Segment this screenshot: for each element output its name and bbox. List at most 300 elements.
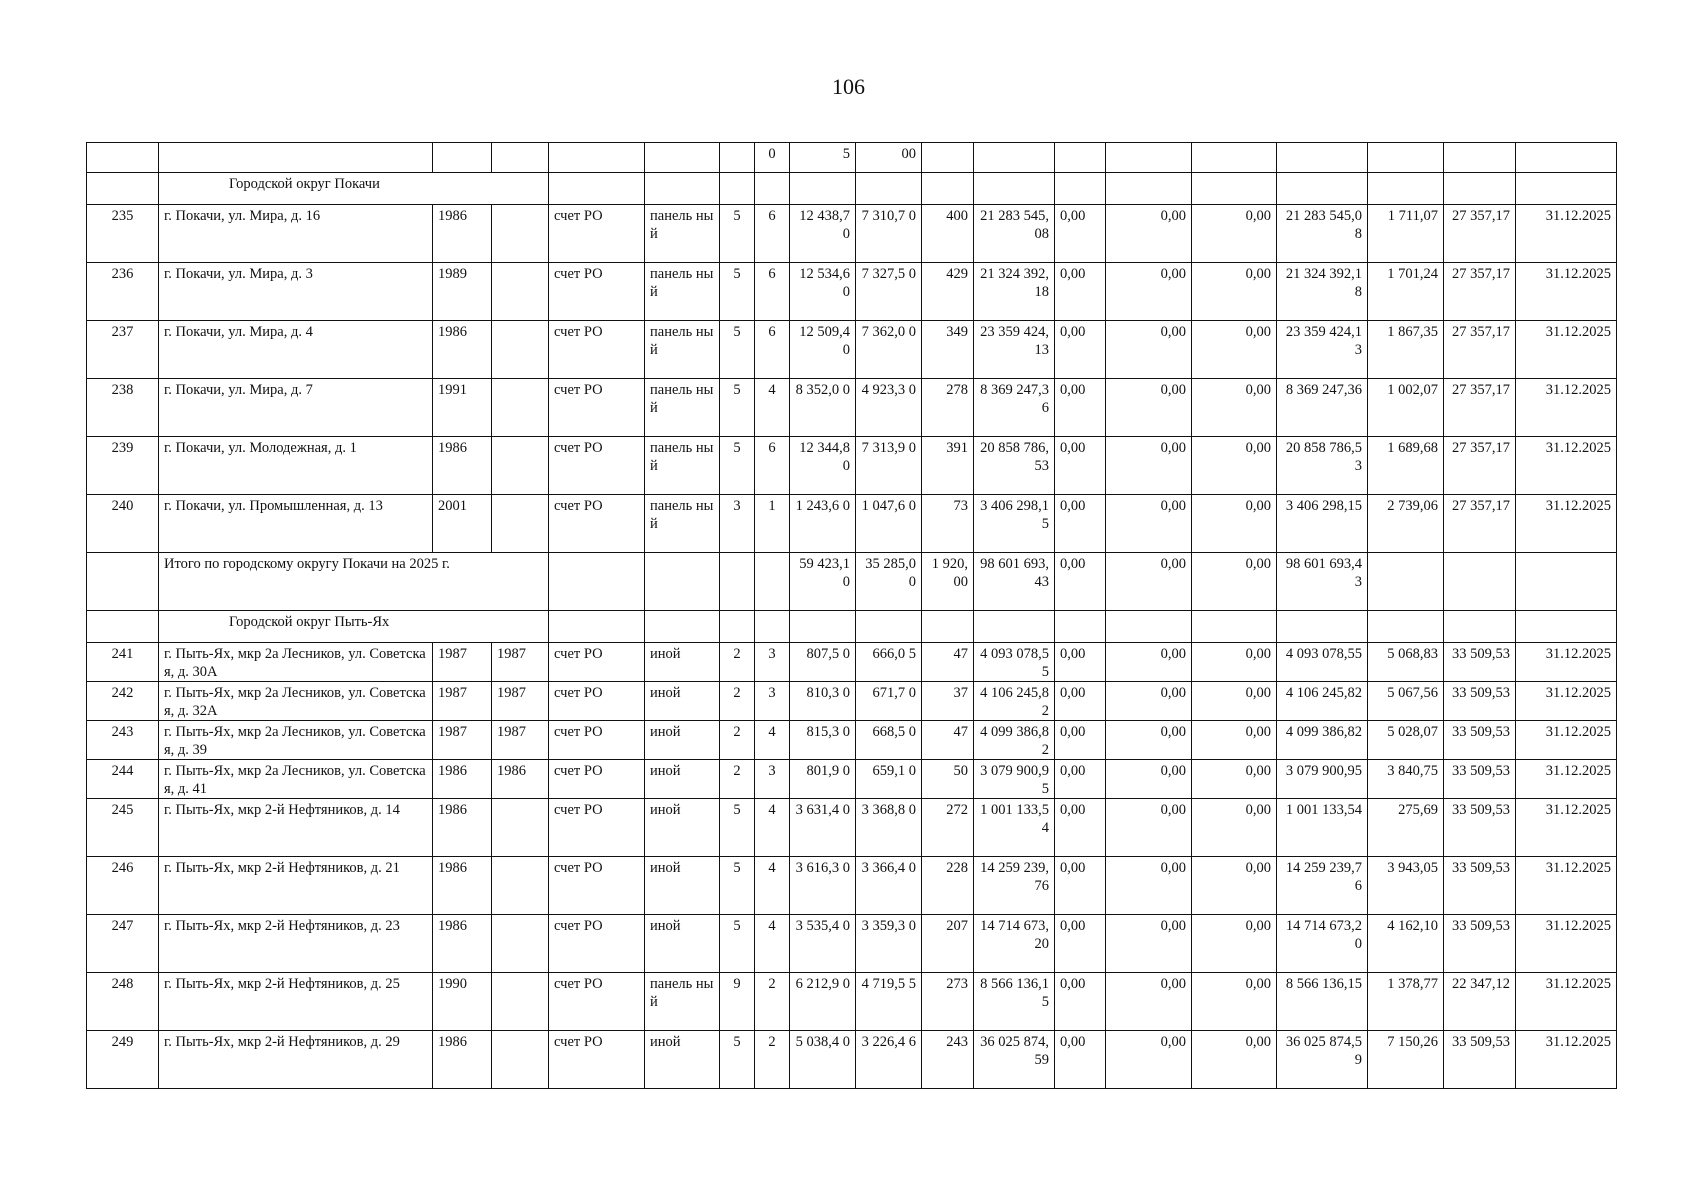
cell-entrances: 4 — [755, 857, 790, 915]
cell-fund-owners: 4 099 386,82 — [1277, 721, 1368, 760]
section-header-blank — [856, 611, 922, 643]
section-header-blank — [1368, 173, 1444, 205]
section-header-blank — [645, 173, 720, 205]
cell-deadline: 31.12.2025 — [1516, 379, 1617, 437]
cell-year-built: 1991 — [433, 379, 492, 437]
cell-fund-owners: 14 259 239,76 — [1277, 857, 1368, 915]
capital-repair-register-table — [86, 142, 1617, 1089]
cell-fund: счет РО — [549, 643, 645, 682]
section-header-blank — [1444, 173, 1516, 205]
cell-year-recon: 1987 — [492, 721, 549, 760]
section-title: Городской округ Пыть-Ях — [159, 611, 549, 643]
cell-area-total: 12 534,6 0 — [790, 263, 856, 321]
cell-deadline: 31.12.2025 — [1516, 263, 1617, 321]
total-blank — [1444, 553, 1516, 611]
cell-year-recon — [492, 321, 549, 379]
cell-wall: иной — [645, 1031, 720, 1089]
cell-fund: счет РО — [549, 857, 645, 915]
cell-floors: 5 — [720, 799, 755, 857]
cell-address: г. Пыть-Ях, мкр 2-й Нефтяников, д. 14 — [159, 799, 433, 857]
cell-fund-regional: 0,00 — [1106, 495, 1192, 553]
cell-no: 236 — [87, 263, 159, 321]
cell-deadline: 31.12.2025 — [1516, 1031, 1617, 1089]
section-header-blank — [720, 173, 755, 205]
cell-address: г. Пыть-Ях, мкр 2а Лесников, ул. Советская, д. 30А — [159, 643, 433, 682]
table-row — [87, 1031, 1617, 1089]
section-header-blank — [974, 173, 1055, 205]
cell-no: 240 — [87, 495, 159, 553]
table-row — [87, 682, 1617, 721]
cell-cost-total: 8 566 136,15 — [974, 973, 1055, 1031]
cell-fund-federal: 0,00 — [1055, 643, 1106, 682]
total-blank — [1368, 553, 1444, 611]
cell-fund-owners: 14 714 673,20 — [1277, 915, 1368, 973]
cell-floors: 5 — [720, 205, 755, 263]
cell-fund-owners: 1 001 133,54 — [1277, 799, 1368, 857]
table-cell: 0 — [755, 143, 790, 173]
cell-fund-local: 0,00 — [1192, 495, 1277, 553]
cell-fund-local: 0,00 — [1192, 205, 1277, 263]
table-cell — [1444, 143, 1516, 173]
section-header-blank — [1192, 173, 1277, 205]
cell-fund: счет РО — [549, 437, 645, 495]
cell-year-recon — [492, 973, 549, 1031]
cell-limit-cost: 33 509,53 — [1444, 1031, 1516, 1089]
cell-cost-total: 3 406 298,15 — [974, 495, 1055, 553]
cell-residents: 73 — [922, 495, 974, 553]
cell-area-living: 4 719,5 5 — [856, 973, 922, 1031]
cell-no: 242 — [87, 682, 159, 721]
cell-residents: 272 — [922, 799, 974, 857]
cell-fund: счет РО — [549, 379, 645, 437]
cell-limit-cost: 27 357,17 — [1444, 321, 1516, 379]
cell-deadline: 31.12.2025 — [1516, 973, 1617, 1031]
cell-floors: 9 — [720, 973, 755, 1031]
cell-fund-regional: 0,00 — [1106, 643, 1192, 682]
cell-cost-total: 21 283 545,08 — [974, 205, 1055, 263]
cell-floors: 5 — [720, 263, 755, 321]
cell-floors: 5 — [720, 915, 755, 973]
cell-fund-owners: 20 858 786,53 — [1277, 437, 1368, 495]
cell-fund-federal: 0,00 — [1055, 799, 1106, 857]
cell-no: 235 — [87, 205, 159, 263]
cell-area-living: 3 359,3 0 — [856, 915, 922, 973]
cell-fund: счет РО — [549, 205, 645, 263]
cell-fund-federal: 0,00 — [1055, 682, 1106, 721]
cell-floors: 2 — [720, 643, 755, 682]
section-header-blank — [755, 611, 790, 643]
cell-residents: 47 — [922, 721, 974, 760]
cell-no: 247 — [87, 915, 159, 973]
cell-fund-regional: 0,00 — [1106, 973, 1192, 1031]
cell-wall: иной — [645, 760, 720, 799]
cell-limit-cost: 27 357,17 — [1444, 495, 1516, 553]
cell-deadline: 31.12.2025 — [1516, 799, 1617, 857]
cell-wall: панель ный — [645, 437, 720, 495]
cell-entrances: 2 — [755, 1031, 790, 1089]
cell-area-living: 666,0 5 — [856, 643, 922, 682]
section-header-blank — [1192, 611, 1277, 643]
cell-residents: 207 — [922, 915, 974, 973]
cell-fund-local: 0,00 — [1192, 760, 1277, 799]
table-cell — [1516, 143, 1617, 173]
table-cell — [922, 143, 974, 173]
cell-wall: панель ный — [645, 205, 720, 263]
cell-area-living: 7 362,0 0 — [856, 321, 922, 379]
cell-year-built: 1986 — [433, 205, 492, 263]
cell-fund-local: 0,00 — [1192, 721, 1277, 760]
cell-year-built: 2001 — [433, 495, 492, 553]
cell-fund-federal: 0,00 — [1055, 973, 1106, 1031]
cell-fund-owners: 21 283 545,08 — [1277, 205, 1368, 263]
cell-year-recon — [492, 437, 549, 495]
total-blank — [87, 553, 159, 611]
table-cell — [1192, 143, 1277, 173]
cell-no: 239 — [87, 437, 159, 495]
cell-year-built: 1987 — [433, 721, 492, 760]
cell-fund: счет РО — [549, 495, 645, 553]
cell-cost-total: 4 106 245,82 — [974, 682, 1055, 721]
cell-year-recon — [492, 799, 549, 857]
cell-wall: панель ный — [645, 263, 720, 321]
cell-limit-cost: 33 509,53 — [1444, 799, 1516, 857]
cell-floors: 2 — [720, 760, 755, 799]
cell-fund-regional: 0,00 — [1106, 682, 1192, 721]
cell-unit-cost: 5 028,07 — [1368, 721, 1444, 760]
cell-unit-cost: 5 068,83 — [1368, 643, 1444, 682]
table-row — [87, 643, 1617, 682]
cell-year-built: 1986 — [433, 1031, 492, 1089]
total-blank — [645, 553, 720, 611]
section-header-blank — [790, 173, 856, 205]
total-blank — [720, 553, 755, 611]
cell-fund: счет РО — [549, 973, 645, 1031]
table-row — [87, 760, 1617, 799]
cell-unit-cost: 1 711,07 — [1368, 205, 1444, 263]
cell-deadline: 31.12.2025 — [1516, 643, 1617, 682]
cell-area-total: 12 509,4 0 — [790, 321, 856, 379]
cell-fund: счет РО — [549, 915, 645, 973]
cell-area-living: 7 310,7 0 — [856, 205, 922, 263]
section-header-blank — [922, 173, 974, 205]
cell-wall: иной — [645, 799, 720, 857]
cell-wall: иной — [645, 682, 720, 721]
cell-area-total: 5 038,4 0 — [790, 1031, 856, 1089]
section-header-blank — [974, 611, 1055, 643]
table-cell — [1106, 143, 1192, 173]
cell-year-recon — [492, 915, 549, 973]
cell-entrances: 1 — [755, 495, 790, 553]
cell-cost-total: 14 259 239,76 — [974, 857, 1055, 915]
table-row — [87, 915, 1617, 973]
total-blank — [755, 553, 790, 611]
page-number: 106 — [832, 74, 865, 99]
cell-wall: панель ный — [645, 321, 720, 379]
cell-area-living: 659,1 0 — [856, 760, 922, 799]
cell-floors: 5 — [720, 321, 755, 379]
cell-wall: панель ный — [645, 973, 720, 1031]
cell-fund-regional: 0,00 — [1106, 437, 1192, 495]
cell-area-living: 3 366,4 0 — [856, 857, 922, 915]
cell-entrances: 6 — [755, 321, 790, 379]
cell-limit-cost: 33 509,53 — [1444, 682, 1516, 721]
section-header-blank — [1516, 611, 1617, 643]
cell-year-recon — [492, 495, 549, 553]
cell-limit-cost: 27 357,17 — [1444, 379, 1516, 437]
cell-no: 238 — [87, 379, 159, 437]
table-cell — [433, 143, 492, 173]
cell-floors: 5 — [720, 1031, 755, 1089]
table-row — [87, 857, 1617, 915]
cell-area-total: 6 212,9 0 — [790, 973, 856, 1031]
cell-area-living: 3 226,4 6 — [856, 1031, 922, 1089]
cell-entrances: 4 — [755, 721, 790, 760]
cell-fund: счет РО — [549, 760, 645, 799]
cell-year-built: 1986 — [433, 437, 492, 495]
cell-fund-regional: 0,00 — [1106, 857, 1192, 915]
cell-fund: счет РО — [549, 1031, 645, 1089]
table-row — [87, 379, 1617, 437]
cell-residents: 50 — [922, 760, 974, 799]
cell-fund-regional: 0,00 — [1106, 1031, 1192, 1089]
cell-floors: 5 — [720, 379, 755, 437]
cell-fund-regional: 0,00 — [1106, 263, 1192, 321]
total-residents: 1 920, 00 — [922, 553, 974, 611]
cell-fund-regional: 0,00 — [1106, 321, 1192, 379]
section-header-blank — [87, 611, 159, 643]
cell-floors: 5 — [720, 857, 755, 915]
cell-unit-cost: 3 943,05 — [1368, 857, 1444, 915]
cell-wall: панель ный — [645, 495, 720, 553]
total-cost-total: 98 601 693,43 — [974, 553, 1055, 611]
total-area-living: 35 285,0 0 — [856, 553, 922, 611]
cell-address: г. Покачи, ул. Молодежная, д. 1 — [159, 437, 433, 495]
cell-fund: счет РО — [549, 682, 645, 721]
cell-year-recon — [492, 263, 549, 321]
cell-address: г. Покачи, ул. Мира, д. 4 — [159, 321, 433, 379]
cell-fund-federal: 0,00 — [1055, 379, 1106, 437]
cell-cost-total: 20 858 786,53 — [974, 437, 1055, 495]
cell-no: 246 — [87, 857, 159, 915]
cell-cost-total: 4 099 386,82 — [974, 721, 1055, 760]
section-header-blank — [1277, 611, 1368, 643]
table-cell — [1055, 143, 1106, 173]
table-row — [87, 721, 1617, 760]
cell-residents: 278 — [922, 379, 974, 437]
cell-address: г. Покачи, ул. Промышленная, д. 13 — [159, 495, 433, 553]
cell-fund-regional: 0,00 — [1106, 760, 1192, 799]
cell-no: 244 — [87, 760, 159, 799]
cell-deadline: 31.12.2025 — [1516, 495, 1617, 553]
cell-year-built: 1986 — [433, 799, 492, 857]
cell-year-recon — [492, 379, 549, 437]
cell-entrances: 4 — [755, 799, 790, 857]
section-header-blank — [87, 173, 159, 205]
table-cell — [720, 143, 755, 173]
cell-area-total: 815,3 0 — [790, 721, 856, 760]
cell-area-total: 810,3 0 — [790, 682, 856, 721]
cell-cost-total: 23 359 424,13 — [974, 321, 1055, 379]
cell-fund: счет РО — [549, 263, 645, 321]
cell-unit-cost: 1 002,07 — [1368, 379, 1444, 437]
cell-year-built: 1987 — [433, 643, 492, 682]
cell-no: 243 — [87, 721, 159, 760]
cell-fund-federal: 0,00 — [1055, 760, 1106, 799]
cell-area-total: 1 243,6 0 — [790, 495, 856, 553]
cell-address: г. Пыть-Ях, мкр 2-й Нефтяников, д. 25 — [159, 973, 433, 1031]
section-header-row — [87, 611, 1617, 643]
cell-area-living: 668,5 0 — [856, 721, 922, 760]
cell-entrances: 6 — [755, 437, 790, 495]
cell-area-total: 8 352,0 0 — [790, 379, 856, 437]
cell-fund-local: 0,00 — [1192, 643, 1277, 682]
section-header-blank — [1516, 173, 1617, 205]
cell-residents: 273 — [922, 973, 974, 1031]
cell-deadline: 31.12.2025 — [1516, 205, 1617, 263]
cell-fund-owners: 21 324 392,18 — [1277, 263, 1368, 321]
cell-fund: счет РО — [549, 721, 645, 760]
cell-residents: 37 — [922, 682, 974, 721]
cell-fund-federal: 0,00 — [1055, 857, 1106, 915]
cell-unit-cost: 1 867,35 — [1368, 321, 1444, 379]
cell-limit-cost: 27 357,17 — [1444, 437, 1516, 495]
cell-fund-local: 0,00 — [1192, 682, 1277, 721]
cell-entrances: 6 — [755, 205, 790, 263]
section-header-blank — [1106, 611, 1192, 643]
cell-deadline: 31.12.2025 — [1516, 321, 1617, 379]
cell-limit-cost: 33 509,53 — [1444, 915, 1516, 973]
section-header-blank — [755, 173, 790, 205]
cell-deadline: 31.12.2025 — [1516, 721, 1617, 760]
cell-residents: 349 — [922, 321, 974, 379]
cell-fund-regional: 0,00 — [1106, 379, 1192, 437]
cell-fund-local: 0,00 — [1192, 915, 1277, 973]
cell-unit-cost: 7 150,26 — [1368, 1031, 1444, 1089]
cell-fund-local: 0,00 — [1192, 1031, 1277, 1089]
cell-address: г. Пыть-Ях, мкр 2а Лесников, ул. Советская, д. 41 — [159, 760, 433, 799]
cell-fund-owners: 3 079 900,95 — [1277, 760, 1368, 799]
cell-cost-total: 14 714 673,20 — [974, 915, 1055, 973]
cell-limit-cost: 33 509,53 — [1444, 857, 1516, 915]
table-row — [87, 437, 1617, 495]
cell-year-recon: 1987 — [492, 682, 549, 721]
total-area-total: 59 423,1 0 — [790, 553, 856, 611]
section-header-blank — [922, 611, 974, 643]
cell-year-built: 1986 — [433, 760, 492, 799]
cell-unit-cost: 5 067,56 — [1368, 682, 1444, 721]
cell-unit-cost: 275,69 — [1368, 799, 1444, 857]
cell-fund-owners: 36 025 874,59 — [1277, 1031, 1368, 1089]
cell-floors: 2 — [720, 721, 755, 760]
cell-residents: 47 — [922, 643, 974, 682]
cell-fund-federal: 0,00 — [1055, 321, 1106, 379]
cell-fund-owners: 8 566 136,15 — [1277, 973, 1368, 1031]
cell-address: г. Пыть-Ях, мкр 2-й Нефтяников, д. 21 — [159, 857, 433, 915]
section-header-blank — [790, 611, 856, 643]
cell-address: г. Пыть-Ях, мкр 2-й Нефтяников, д. 29 — [159, 1031, 433, 1089]
cell-cost-total: 4 093 078,55 — [974, 643, 1055, 682]
cell-year-built: 1987 — [433, 682, 492, 721]
table-cell — [974, 143, 1055, 173]
table-row — [87, 205, 1617, 263]
cell-fund-federal: 0,00 — [1055, 721, 1106, 760]
cell-limit-cost: 33 509,53 — [1444, 760, 1516, 799]
cell-fund-federal: 0,00 — [1055, 915, 1106, 973]
cell-no: 237 — [87, 321, 159, 379]
cell-deadline: 31.12.2025 — [1516, 857, 1617, 915]
cell-deadline: 31.12.2025 — [1516, 682, 1617, 721]
table-cell — [1368, 143, 1444, 173]
cell-year-recon — [492, 205, 549, 263]
cell-address: г. Пыть-Ях, мкр 2-й Нефтяников, д. 23 — [159, 915, 433, 973]
cell-cost-total: 8 369 247,36 — [974, 379, 1055, 437]
cell-no: 248 — [87, 973, 159, 1031]
cell-unit-cost: 1 701,24 — [1368, 263, 1444, 321]
cell-wall: иной — [645, 915, 720, 973]
cell-area-total: 807,5 0 — [790, 643, 856, 682]
cell-floors: 5 — [720, 437, 755, 495]
table-row — [87, 321, 1617, 379]
cell-fund-local: 0,00 — [1192, 321, 1277, 379]
section-header-blank — [1444, 611, 1516, 643]
cell-unit-cost: 2 739,06 — [1368, 495, 1444, 553]
cell-area-living: 7 313,9 0 — [856, 437, 922, 495]
cell-area-total: 12 438,7 0 — [790, 205, 856, 263]
cell-wall: иной — [645, 721, 720, 760]
register-body — [87, 143, 1617, 1089]
cell-residents: 391 — [922, 437, 974, 495]
total-row — [87, 553, 1617, 611]
cell-fund-federal: 0,00 — [1055, 437, 1106, 495]
cell-year-built: 1990 — [433, 973, 492, 1031]
table-row — [87, 495, 1617, 553]
table-row — [87, 973, 1617, 1031]
cell-address: г. Покачи, ул. Мира, д. 16 — [159, 205, 433, 263]
cell-year-recon — [492, 1031, 549, 1089]
cell-cost-total: 36 025 874,59 — [974, 1031, 1055, 1089]
cell-floors: 2 — [720, 682, 755, 721]
section-header-blank — [856, 173, 922, 205]
total-blank — [549, 553, 645, 611]
cell-limit-cost: 27 357,17 — [1444, 263, 1516, 321]
section-header-blank — [1277, 173, 1368, 205]
total-blank — [1516, 553, 1617, 611]
cell-year-recon: 1986 — [492, 760, 549, 799]
cell-area-total: 12 344,8 0 — [790, 437, 856, 495]
cell-wall: иной — [645, 857, 720, 915]
cell-no: 241 — [87, 643, 159, 682]
cell-fund-federal: 0,00 — [1055, 263, 1106, 321]
section-header-blank — [549, 173, 645, 205]
cell-area-living: 671,7 0 — [856, 682, 922, 721]
cell-limit-cost: 27 357,17 — [1444, 205, 1516, 263]
cell-year-recon: 1987 — [492, 643, 549, 682]
cell-cost-total: 3 079 900,95 — [974, 760, 1055, 799]
cell-fund-local: 0,00 — [1192, 857, 1277, 915]
cell-residents: 243 — [922, 1031, 974, 1089]
cell-address: г. Покачи, ул. Мира, д. 7 — [159, 379, 433, 437]
section-title: Городской округ Покачи — [159, 173, 549, 205]
cell-fund-owners: 4 106 245,82 — [1277, 682, 1368, 721]
cell-entrances: 3 — [755, 643, 790, 682]
cell-fund-owners: 23 359 424,13 — [1277, 321, 1368, 379]
table-cell — [159, 143, 433, 173]
cell-deadline: 31.12.2025 — [1516, 915, 1617, 973]
cell-address: г. Пыть-Ях, мкр 2а Лесников, ул. Советская, д. 39 — [159, 721, 433, 760]
cell-deadline: 31.12.2025 — [1516, 437, 1617, 495]
section-header-blank — [720, 611, 755, 643]
cell-entrances: 2 — [755, 973, 790, 1031]
